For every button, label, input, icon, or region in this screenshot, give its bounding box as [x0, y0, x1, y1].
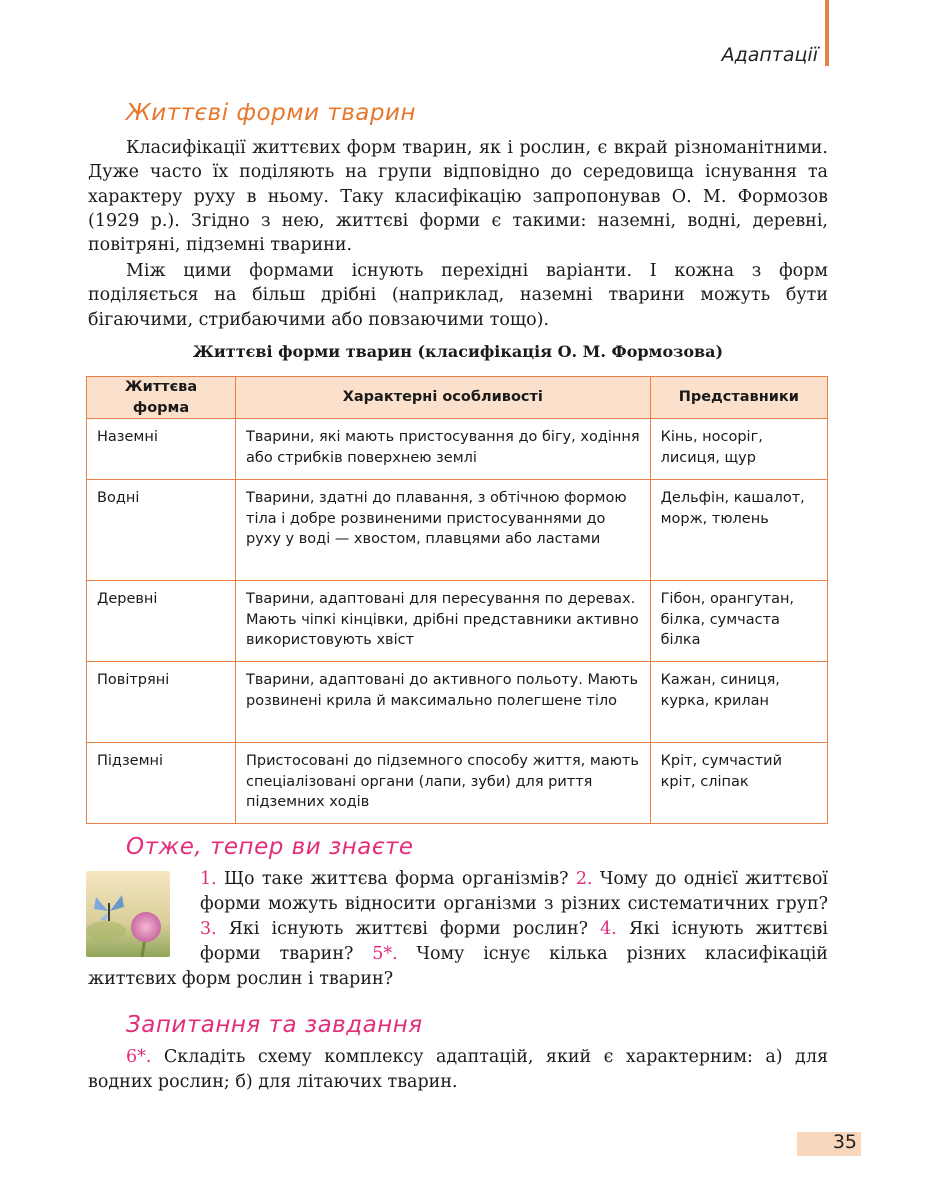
table-cell-features: Пристосовані до підземного способу життя, мають спеціалізовані органи (лапи, зуби) для риття підземних ходів [236, 743, 651, 824]
section-title-tasks: Запитання та завдання [126, 1012, 423, 1038]
table-row [87, 662, 828, 743]
table-row [87, 480, 828, 581]
task-number: 6*. [126, 1047, 152, 1067]
table-cell-features: Тварини, які мають пристосування до бігу, ходіння або стрибків поверхнею землі [236, 419, 651, 480]
running-header: Адаптації [721, 44, 818, 66]
table-caption: Життєві форми тварин (класифікація О. М. Формозова) [192, 342, 724, 361]
question-number: 3. [200, 919, 217, 939]
paragraph-transitional: Між цими формами існують перехідні варіанти. І кожна з форм поділяється на більш дрібні (наприклад, наземні тварини можуть бути бігаючими, стрибаючими або повзаючими тощо). [88, 261, 828, 330]
question-number: 4. [600, 919, 617, 939]
table-row [87, 581, 828, 662]
table-row [87, 743, 828, 824]
table-header-row [87, 377, 828, 419]
question-text: Які існують життєві форми рослин? [228, 919, 589, 939]
summary-questions [88, 867, 828, 992]
question-text: Які існують життєві форми тварин? [200, 919, 828, 964]
paragraph-classification: Класифікації життєвих форм тварин, як і рослин, є вкрай різноманітними. Дуже часто їх поділяють на групи відповідно до середовища існування та характеру руху в ньому. Таку класифікацію запропонував О. М. Формозов (1929 р.). Згідно з нею, життєві форми є такими: наземні, водні, деревні, повітряні, підземні тварини. [88, 138, 828, 256]
header-rule [825, 0, 829, 66]
table-cell-examples: Кінь, носоріг, лисиця, щур [650, 419, 827, 480]
question-text: Що таке життєва форма організмів? [224, 869, 569, 889]
question-text: Чому існує кілька різних класифікацій життєвих форм рослин і тварин? [88, 944, 828, 989]
table-cell-examples: Кажан, синиця, курка, крилан [650, 662, 827, 743]
table-cell-examples: Гібон, орангутан, білка, сумчаста білка [650, 581, 827, 662]
table-cell-examples: Кріт, сумчастий кріт, сліпак [650, 743, 827, 824]
question-text: Чому до однієї життєвої форми можуть відносити організми з різних систематичних груп? [200, 869, 828, 914]
column-header-examples: Представники [650, 377, 827, 419]
table-cell-form: Повітряні [87, 662, 236, 743]
table-cell-form: Деревні [87, 581, 236, 662]
table-cell-features: Тварини, адаптовані для пересування по деревах. Мають чіпкі кінцівки, дрібні представники активно використовують хвіст [236, 581, 651, 662]
table-cell-form: Підземні [87, 743, 236, 824]
table-cell-form: Водні [87, 480, 236, 581]
table-cell-form: Наземні [87, 419, 236, 480]
life-forms-table [86, 376, 828, 824]
table-row [87, 419, 828, 480]
task-text: Складіть схему комплексу адаптацій, який є характерним: а) для водних рослин; б) для літаючих тварин. [88, 1047, 828, 1092]
page-number: 35 [832, 1131, 857, 1153]
section-title-summary: Отже, тепер ви знаєте [126, 834, 414, 860]
task-paragraph [88, 1045, 828, 1095]
table-cell-features: Тварини, адаптовані до активного польоту. Мають розвинені крила й максимально полегшене тіло [236, 662, 651, 743]
table-cell-examples: Дельфін, кашалот, морж, тюлень [650, 480, 827, 581]
table-cell-features: Тварини, здатні до плавання, з обтічною формою тіла і добре розвиненими пристосуваннями до руху у воді — хвостом, плавцями або ластами [236, 480, 651, 581]
question-number: 1. [200, 869, 217, 889]
column-header-features: Характерні особливості [236, 377, 651, 419]
section-title-life-forms: Життєві форми тварин [126, 100, 416, 126]
column-header-form: Життєва форма [87, 377, 236, 419]
question-number: 2. [575, 869, 593, 889]
question-number: 5*. [372, 944, 398, 964]
